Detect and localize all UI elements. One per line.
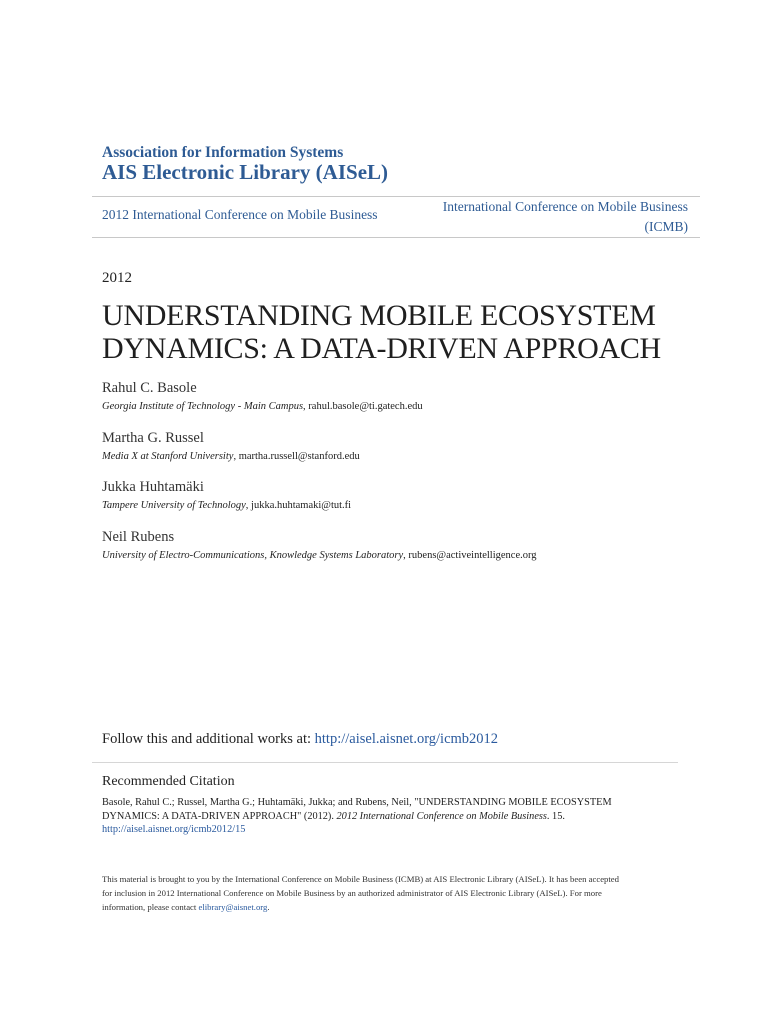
series-link[interactable] [443,197,688,237]
follow-link[interactable]: http://aisel.aisnet.org/icmb2012 [314,731,499,747]
association-name[interactable]: Association for Information Systems [102,144,344,161]
author-institution: University of Electro-Communications, Knowledge Systems Laboratory [102,550,404,561]
conference-link[interactable]: 2012 International Conference on Mobile Business [102,207,378,222]
author-name: Jukka Huhtamäki [102,479,204,495]
citation-heading: Recommended Citation [102,774,235,789]
series-link-line1[interactable]: International Conference on Mobile Business [442,199,688,214]
publication-year: 2012 [102,270,132,286]
series-link-line2[interactable]: (ICMB) [644,219,688,234]
citation-line-1: Basole, Rahul C.; Russel, Martha G.; Huhtamäki, Jukka; and Rubens, Neil, "UNDERSTANDING MOBILE ECOSYSTEM [102,797,612,808]
footer-notice [102,872,662,914]
author-name: Rahul C. Basole [102,380,197,396]
citation-number: . 15. [546,810,565,822]
divider-bottom [92,237,700,238]
footer-line-3 [102,900,662,914]
divider-citation [92,762,678,763]
author-affiliation: Tampere University of Technology, jukka.huhtamaki@tut.fi [102,500,352,511]
citation-text: DYNAMICS: A DATA-DRIVEN APPROACH" (2012). [102,810,334,822]
author-name: Neil Rubens [102,529,175,545]
paper-title [102,299,702,365]
author-email: jukka.huhtamaki@tut.fi [251,500,352,511]
citation-body [102,796,662,837]
footer-period: . [267,902,270,912]
author-email: rubens@activeintelligence.org [408,550,537,561]
author-affiliation: Georgia Institute of Technology - Main Campus, rahul.basole@ti.gatech.edu [102,401,423,412]
footer-line-2: for inclusion in 2012 International Conference on Mobile Business by an authorized administrator of AIS Electronic Library (AISeL). For more [102,888,602,898]
author-affiliation: Media X at Stanford University, martha.russell@stanford.edu [102,451,360,462]
author-email: martha.russell@stanford.edu [238,451,360,462]
author-institution: Media X at Stanford University [102,451,234,462]
author-name: Martha G. Russel [102,430,204,446]
follow-text: Follow this and additional works at: [102,731,312,747]
follow-line [102,731,498,748]
citation-venue: 2012 International Conference on Mobile Business [336,810,547,822]
contact-email-link[interactable]: elibrary@aisnet.org [198,902,268,912]
title-line-2: DYNAMICS: A DATA-DRIVEN APPROACH [102,332,661,365]
library-title[interactable]: AIS Electronic Library (AISeL) [102,160,389,184]
author-institution: Georgia Institute of Technology - Main Campus [102,401,304,412]
author-institution: Tampere University of Technology [102,500,246,511]
author-affiliation: University of Electro-Communications, Knowledge Systems Laboratory, rubens@activeintelligence.org [102,550,537,561]
footer-line-1: This material is brought to you by the International Conference on Mobile Business (ICMB) at AIS Electronic Library (AISeL). It has been accepted [102,874,620,884]
citation-line-2 [102,810,662,824]
citation-url[interactable]: http://aisel.aisnet.org/icmb2012/15 [102,824,246,835]
footer-contact-text: information, please contact [102,902,197,912]
title-line-1: UNDERSTANDING MOBILE ECOSYSTEM [102,299,656,332]
author-email: rahul.basole@ti.gatech.edu [308,401,423,412]
